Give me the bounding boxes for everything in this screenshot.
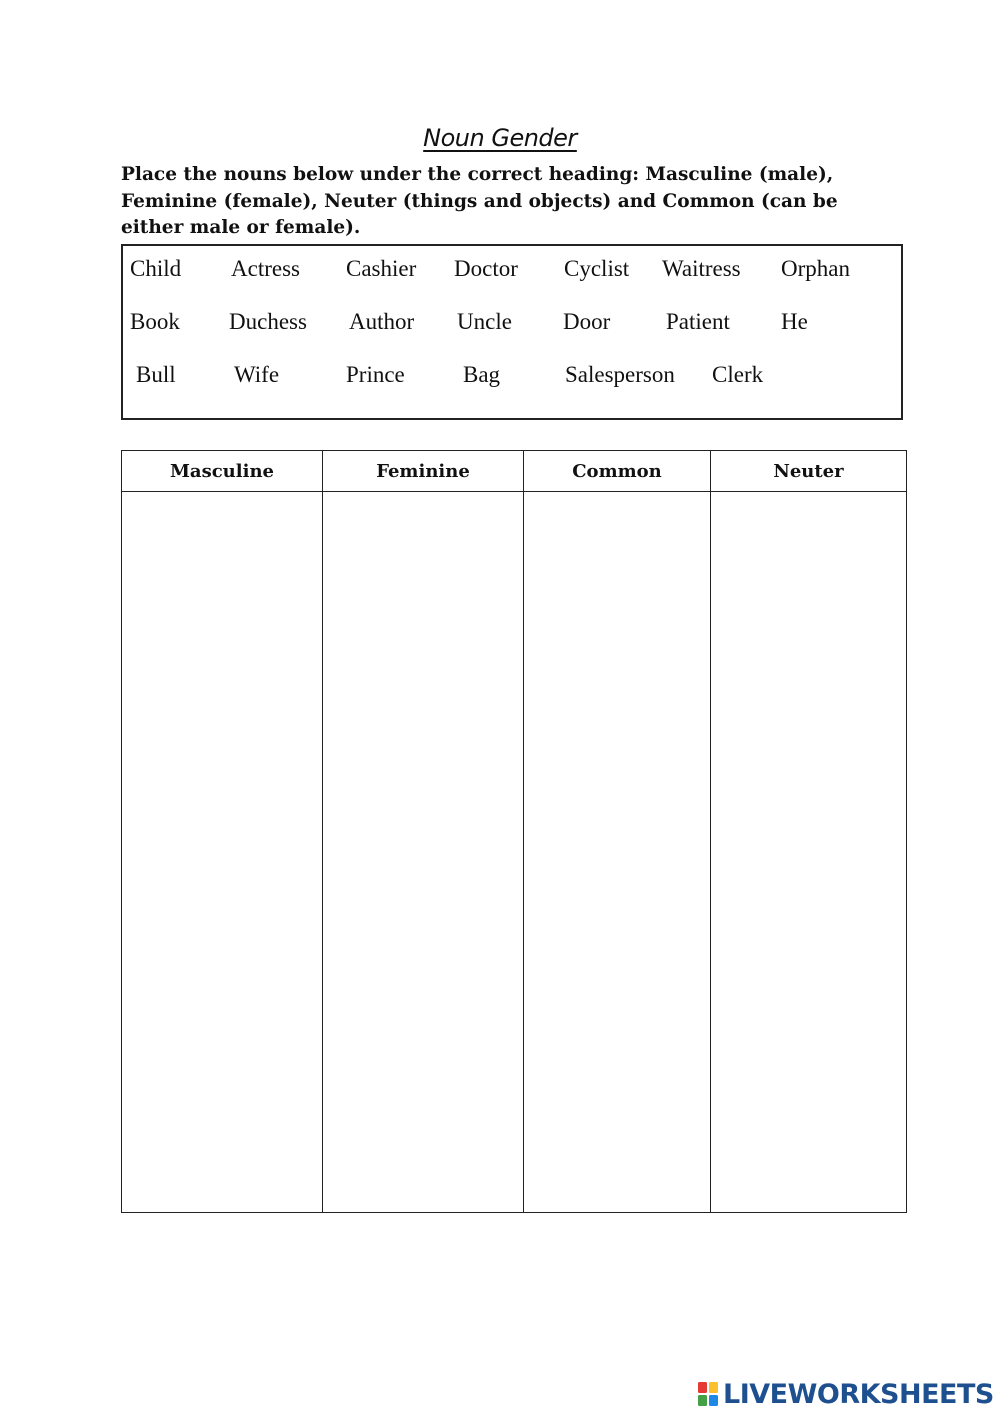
- word-bank-item[interactable]: Bag: [463, 362, 501, 387]
- word-bank-item[interactable]: Clerk: [712, 362, 764, 387]
- header-row: [122, 451, 907, 492]
- neuter-drop-area[interactable]: [711, 492, 907, 1213]
- word-bank-item[interactable]: Waitress: [662, 256, 741, 281]
- word-bank-item[interactable]: Prince: [346, 362, 405, 387]
- word-bank-item[interactable]: Bull: [136, 362, 176, 387]
- instructions-line-3: either male or female).: [121, 217, 361, 238]
- instructions: [121, 162, 881, 242]
- word-bank-item[interactable]: Door: [563, 309, 611, 334]
- word-bank-item[interactable]: Uncle: [457, 309, 512, 334]
- worksheet-title: Noun Gender: [423, 124, 577, 152]
- logo-text: LIVEWORKSHEETS: [723, 1378, 994, 1410]
- word-bank-item[interactable]: Salesperson: [565, 362, 675, 387]
- instructions-line-1: Place the nouns below under the correct heading: Masculine (male),: [121, 164, 834, 185]
- header-common: Common: [524, 451, 711, 492]
- word-bank-item[interactable]: Duchess: [229, 309, 307, 334]
- word-bank-item[interactable]: Actress: [231, 256, 300, 281]
- word-bank-item[interactable]: Child: [130, 256, 182, 281]
- word-bank-item[interactable]: He: [781, 309, 808, 334]
- word-bank-item[interactable]: Patient: [666, 309, 730, 334]
- word-bank-item[interactable]: Doctor: [454, 256, 518, 281]
- sorting-table: [121, 450, 907, 1213]
- header-masculine: Masculine: [122, 451, 323, 492]
- header-neuter: Neuter: [711, 451, 907, 492]
- liveworksheets-logo-icon: [697, 1381, 719, 1407]
- answer-row: [122, 492, 907, 1213]
- instructions-line-2: Feminine (female), Neuter (things and objects) and Common (can be: [121, 190, 838, 212]
- common-drop-area[interactable]: [524, 492, 711, 1213]
- word-bank-item[interactable]: Cashier: [346, 256, 417, 281]
- word-bank-item[interactable]: Author: [349, 309, 415, 334]
- word-bank-item[interactable]: Wife: [234, 362, 280, 387]
- word-bank-item[interactable]: Book: [130, 309, 180, 334]
- header-feminine: Feminine: [323, 451, 524, 492]
- masculine-drop-area[interactable]: [122, 492, 323, 1213]
- feminine-drop-area[interactable]: [323, 492, 524, 1213]
- word-bank: [121, 244, 903, 420]
- word-bank-item[interactable]: Orphan: [781, 256, 850, 281]
- word-bank-item[interactable]: Cyclist: [564, 256, 630, 281]
- liveworksheets-logo: [697, 1378, 994, 1410]
